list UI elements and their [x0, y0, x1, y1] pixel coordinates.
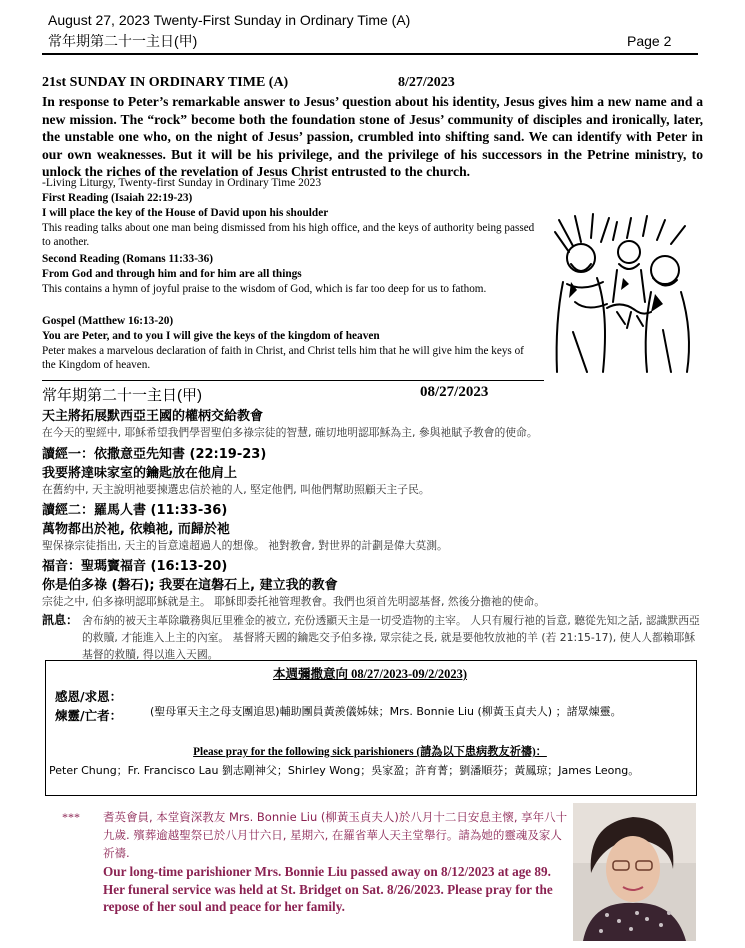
sick-list: Peter Chung；Fr. Francisco Lau 劉志剛神父；Shirley Wong；吳家盈；許育菁；劉潘順芬；黃鳳琼；James Leong。 [49, 764, 640, 777]
gospel-quote: You are Peter, and to you I will give the keys of the kingdom of heaven [42, 329, 380, 342]
english-title-text: 21st SUNDAY IN ORDINARY TIME (A) [42, 75, 289, 90]
intro-source: -Living Liturgy, Twenty-first Sunday in Ordinary Time 2023 [42, 177, 322, 189]
repose-label: 煉靈/亡者： [55, 708, 123, 723]
gospel-block [42, 314, 540, 373]
sick-prayer-title [45, 743, 695, 759]
second-reading-text: This contains a hymn of joyful praise to the wisdom of God, which is far too deep for us to fathom. [42, 282, 487, 295]
first-reading-quote: I will place the key of the House of David upon his shoulder [42, 206, 329, 219]
obituary-chinese: 耆英會員, 本堂資深教友 Mrs. Bonnie Liu (柳黃玉貞夫人)於八月十二日安息主懷, 享年八十九歲. 殯葬逾越聖祭已於八月廿六日, 星期六, 在羅省華人天主堂舉行。請為她的靈魂及家人祈禱. [103, 810, 568, 860]
chinese-theme-text: 在今天的聖經中, 耶穌希望我們學習聖伯多祿宗徒的智慧, 確切地明認耶穌為主, 參與祂賦予教會的使命。 [42, 426, 538, 439]
header-chinese-title: 常年期第二十一主日(甲) [48, 33, 198, 49]
english-title [42, 75, 702, 91]
chinese-gospel-label: 福音：聖瑪竇福音 (16:13-20) [42, 559, 228, 574]
section-divider [42, 380, 544, 381]
jesus-peter-keys-illustration [547, 212, 700, 377]
mass-intentions-title: 本週彌撒意向 08/27/2023-09/2/2023) [272, 667, 468, 681]
chinese-reading2-quote: 萬物都出於祂, 依賴祂, 而歸於祂 [42, 522, 230, 537]
bonnie-liu-photo [573, 803, 696, 941]
english-title-date: 8/27/2023 [398, 75, 455, 90]
chinese-message-text: 舍布納的被天主革除職務與厄里雅金的被立, 充份透顯天主是一切受造物的主宰。 人只有履行祂的旨意, 聽從先知之話, 認識默西亞的救贖, 才能進入上主的內室。 基督將天國的鑰匙交予伯多祿, 眾宗徒之長, 就是要他牧放祂的羊 (若 21:15-17), 使人人都賴耶穌基督的救贖, 得以進入天國。 [82, 614, 700, 661]
chinese-reading1-text: 在舊約中, 天主說明祂要揀選忠信於祂的人, 堅定他們, 叫他們幫助照顧天主子民。 [42, 483, 430, 496]
sick-prayer-title-text: Please pray for the following sick parishioners (請為以下患病教友祈禱)： [193, 746, 547, 758]
chinese-theme: 天主將拓展默西亞王國的權柄交給教會 [42, 409, 264, 424]
chinese-message-label: 訊息： [42, 613, 79, 627]
chinese-gospel-text: 宗徒之中, 伯多祿明認耶穌就是主。 耶穌即委托祂管理教會。我們也須首先明認基督, 然後分擔祂的使命。 [42, 595, 546, 608]
second-reading-label: Second Reading (Romans 11:33-36) [42, 253, 214, 265]
obituary-english: Our long-time parishioner Mrs. Bonnie Liu passed away on 8/12/2023 at age 89. Her funeral service was held at St. Bridget on Sat. 8/26/2023. Please pray for the repose of her soul and peace for her family. [103, 864, 553, 914]
header-rule [42, 53, 698, 55]
chinese-reading2-text: 聖保祿宗徒指出, 天主的旨意遠超過人的想像。 祂對教會, 對世界的計劃是偉大莫測。 [42, 539, 448, 552]
thanks-label: 感恩/求恩： [55, 689, 123, 704]
chinese-reading1-label: 讀經一：依撒意亞先知書 (22:19-23) [42, 447, 267, 462]
chinese-title [42, 384, 522, 405]
chinese-reading1-quote: 我要將達味家室的鑰匙放在他肩上 [42, 466, 238, 481]
second-reading-block [42, 252, 540, 296]
obituary-stars: *** [62, 810, 80, 824]
chinese-title-text: 常年期第二十一主日(甲) [42, 387, 202, 404]
first-reading-block [42, 191, 540, 250]
second-reading-quote: From God and through him and for him are all things [42, 267, 302, 280]
repose-text: (聖母軍天主之母支團追思)輔助團員黃羨儀姊妹；Mrs. Bonnie Liu (柳黃玉貞夫人) ；諸眾煉靈。 [150, 705, 622, 718]
page-number: Page 2 [627, 33, 672, 49]
first-reading-label: First Reading (Isaiah 22:19-23) [42, 192, 193, 204]
gospel-label: Gospel (Matthew 16:13-20) [42, 315, 174, 327]
english-intro: In response to Peter’s remarkable answer to Jesus’ question about his identity, Jesus gives him a new name and a new mission. The “rock” become both the foundation stone of Jesus’ community of disciples and ironically, later, the unstable one who, on the night of Jesus’ passion, crumbled into shifting sand. We can identify with Peter in our own weaknesses. But it will be his privilege, and the privilege of his successors in the Petrine ministry, to unlock the riches of the revelation of Jesus Christ entrusted to the church. [42, 94, 703, 180]
chinese-title-date: 08/27/2023 [420, 384, 489, 400]
gospel-text: Peter makes a marvelous declaration of faith in Christ, and Christ tells him that he will give him the keys of the Kingdom of heaven. [42, 344, 524, 372]
chinese-reading2-label: 讀經二：羅馬人書 (11:33-36) [42, 503, 228, 518]
header-date-line: August 27, 2023 Twenty-First Sunday in Ordinary Time (A) [48, 12, 411, 28]
first-reading-text: This reading talks about one man being dismissed from his high office, and the keys of authority being passed to another. [42, 221, 535, 249]
chinese-gospel-quote: 你是伯多祿 (磐石); 我要在這磐石上, 建立我的教會 [42, 578, 338, 593]
